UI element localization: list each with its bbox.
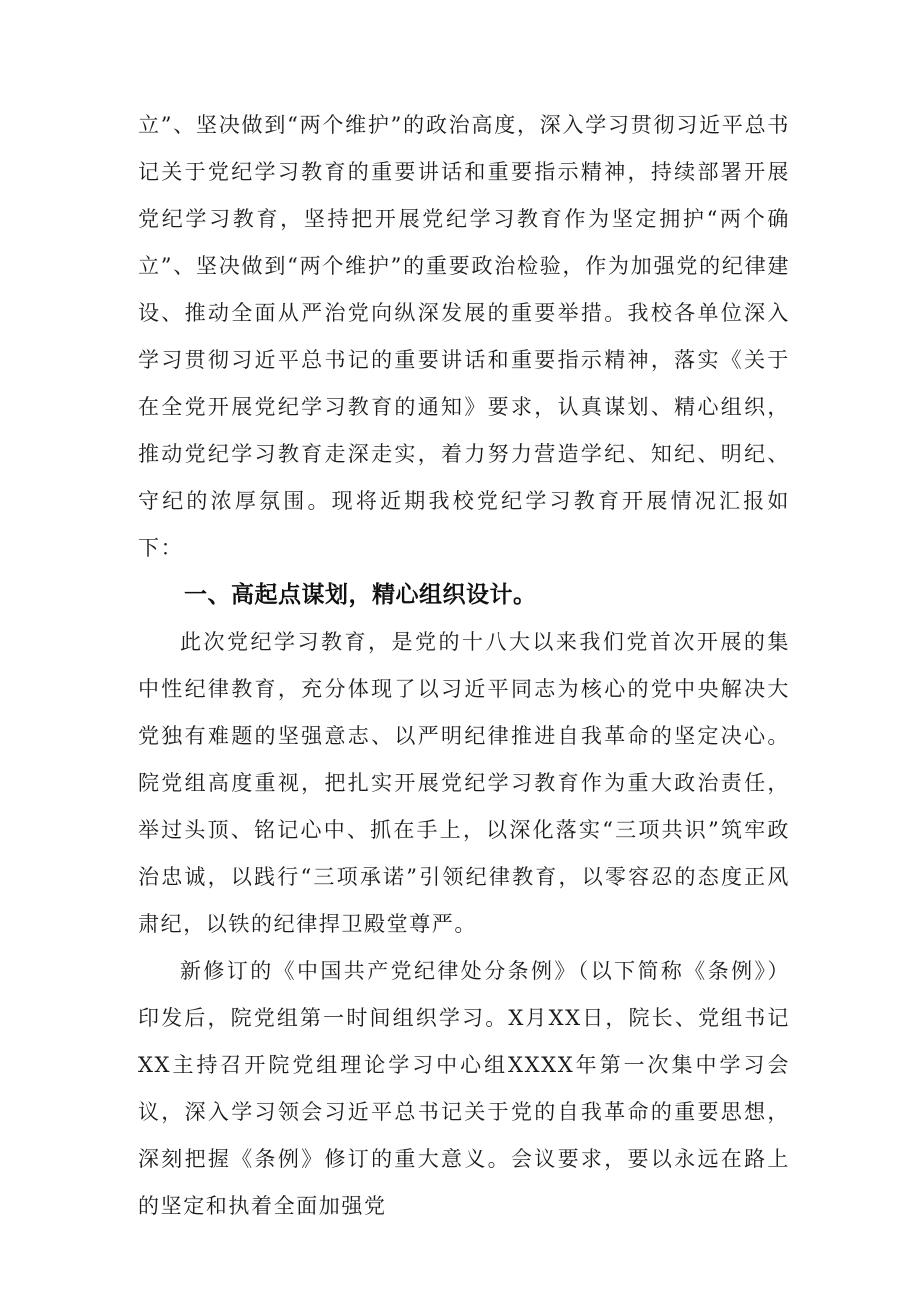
paragraph-background: 此次党纪学习教育，是党的十八大以来我们党首次开展的集中性纪律教育，充分体现了以习近平同志为核心的党中央解决大党独有难题的坚强意志、以严明纪律推进自我革命的坚定决心。院党组高度重视，把扎实开展党纪学习教育作为重大政治责任，举过头顶、铭记心中、抓在手上，以深化落实“三项共识”筑牢政治忠诚，以践行“三项承诺”引领纪律教育，以零容忍的态度正风肃纪，以铁的纪律捍卫殿堂尊严。 [138,630,790,936]
section-heading: 一、高起点谋划，精心组织设计。 [184,582,537,608]
paragraph-regulations: 新修订的《中国共产党纪律处分条例》（以下简称《条例》）印发后，院党组第一时间组织学习。X月XX日，院长、党组书记XX主持召开院党组理论学习中心组XXXX年第一次集中学习会议，深入学习领会习近平总书记关于党的自我革命的重要思想，深刻把握《条例》修订的重大意义。会议要求，要以永远在路上的坚定和执着全面加强党 [138,959,790,1218]
paragraph-intro: 立”、坚决做到“两个维护”的政治高度，深入学习贯彻习近平总书记关于党纪学习教育的重要讲话和重要指示精神，持续部署开展党纪学习教育，坚持把开展党纪学习教育作为坚定拥护“两个确立”、坚决做到“两个维护”的重要政治检验，作为加强党的纪律建设、推动全面从严治党向纵深发展的重要举措。我校各单位深入学习贯彻习近平总书记的重要讲话和重要指示精神，落实《关于在全党开展党纪学习教育的通知》要求，认真谋划、精心组织，推动党纪学习教育走深走实，着力努力营造学纪、知纪、明纪、守纪的浓厚氛围。现将近期我校党纪学习教育开展情况汇报如下： [138,113,790,560]
document-body [138,102,790,1230]
